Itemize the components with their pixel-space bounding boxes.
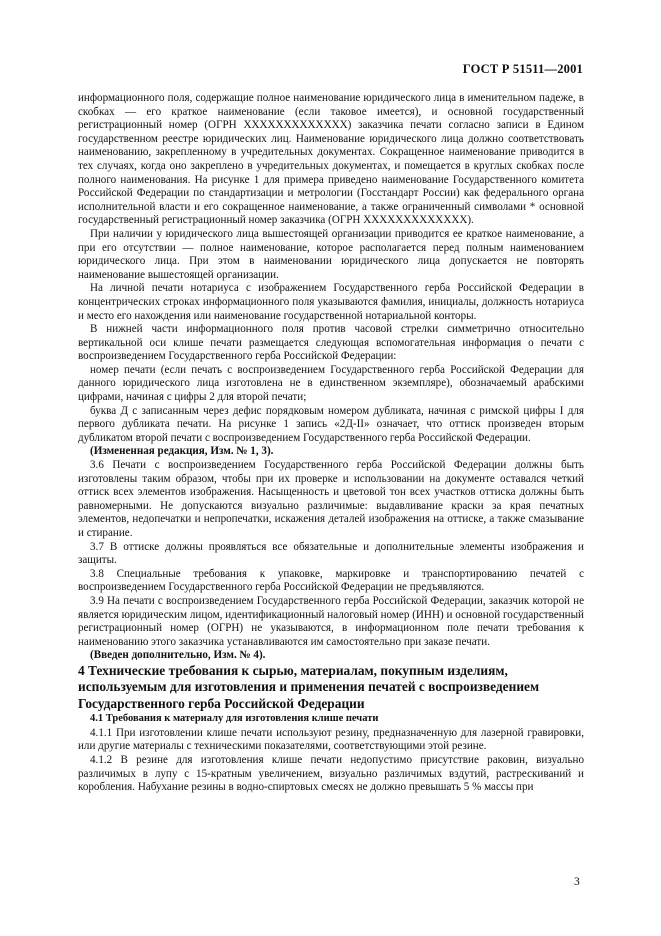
change-note: (Измененная редакция, Изм. № 1, 3).: [90, 445, 274, 458]
document-body: [78, 92, 584, 795]
clause-3-7: 3.7 В оттиске должны проявляться все обязательные и дополнительные элементы изображения и защиты.: [78, 540, 584, 567]
section-heading: 4 Технические требования к сырью, материалам, покупным изделиям, используемым для изготовления и применения печатей с воспроизведением Государственного герба Российской Федерации: [78, 662, 540, 711]
paragraph: При наличии у юридического лица вышестоящей организации приводится ее краткое наименование, а при его отсутствии — полное наименование, которое располагается перед полным наименованием юридического лица. При этом в наименовании юридического лица допускается не повторять наименование вышестоящей организации.: [78, 227, 584, 281]
clause-3-6: 3.6 Печати с воспроизведением Государственного герба Российской Федерации должны быть изготовлены таким образом, чтобы при их проверке и использовании на документе оставался четкий оттиск всех элементов изображения. Насыщенность и цветовой тон всех участков оттиска должны быть равномерными. Не допускаются визуально различимые: выдавливание краски за края печатных элементов, недопечатки и непропечатки, искажения деталей изображения на оттиске, а также смазывание и стирание.: [78, 459, 584, 539]
paragraph: информационного поля, содержащие полное наименование юридического лица в именительном падеже, в скобках — его краткое наименование (если таковое имеется), и основной государственный регистрационный номер (ОГРН XXXXXXXXXXXXX) заказчика печати согласно записи в Едином государственном реестре юридических лиц. Наименование юридического лица должно соответствовать наименованию, закрепленному в учредительных документах. Сокращенное наименование приводится в тех случаях, когда оно закреплено в учредительных документах, и помещается в круглых скобках после полного наименования. На рисунке 1 для примера приведено наименование Государственного комитета Российской Федерации по стандартизации и метрологии (Госстандарт России) как федерального органа исполнительной власти и его сокращенное наименование, а также ограниченный символами * основной государственный регистрационный номер заказчика (ОГРН XXXXXXXXXXXXX).: [78, 92, 584, 227]
subsection-heading: 4.1 Требования к материалу для изготовления клише печати: [90, 713, 379, 725]
clause-4-1-1: 4.1.1 При изготовлении клише печати используют резину, предназначенную для лазерной гравировки, или другие материалы с техническими показателями, соответствующими этой резине.: [78, 726, 584, 753]
list-item: номер печати (если печать с воспроизведением Государственного герба Российской Федерации для данного юридического лица изготовлена не в единственном экземпляре), обозначаемый арабскими цифрами, начиная с цифры 2 для второй печати;: [78, 363, 584, 404]
page-number: 3: [574, 876, 580, 888]
paragraph: В нижней части информационного поля против часовой стрелки симметрично относительно вертикальной оси клише печати размещается следующая вспомогательная информация о печати с воспроизведением Государственного герба Российской Федерации:: [78, 323, 584, 363]
clause-3-8: 3.8 Специальные требования к упаковке, маркировке и транспортированию печатей с воспроизведением Государственного герба Российской Федерации не предъявляются.: [78, 567, 584, 594]
clause-4-1-2: 4.1.2 В резине для изготовления клише печати недопустимо присутствие раковин, визуально различимых в лупу с 15-кратным увеличением, визуально различимых вздутий, растрескиваний и коробления. Набухание резины в водно-спиртовых смесях не должно превышать 5 % массы при: [78, 753, 584, 794]
clause-3-9: 3.9 На печати с воспроизведением Государственного герба Российской Федерации, заказчик которой не является юридическим лицом, идентификационный налоговый номер (ИНН) и основной государственный регистрационный номер (ОГРН) не указываются, в информационном поле печати требования к наименованию этого заказчика устанавливаются им самостоятельно при заказе печати.: [78, 594, 584, 648]
change-note: (Введен дополнительно, Изм. № 4).: [90, 649, 266, 662]
paragraph: На личной печати нотариуса с изображением Государственного герба Российской Федерации в концентрических строках информационного поля указываются фамилия, инициалы, должность нотариуса и место его нахождения или наименование государственной нотариальной конторы.: [78, 282, 584, 322]
list-item: буква Д с записанным через дефис порядковым номером дубликата, начиная с римской цифры I для первого дубликата печати. На рисунке 1 запись «2Д-II» означает, что оттиск произведен вторым дубликатом второй печати с воспроизведением Государственного герба Российской Федерации.: [78, 404, 584, 444]
document-code: ГОСТ Р 51511—2001: [462, 62, 583, 76]
